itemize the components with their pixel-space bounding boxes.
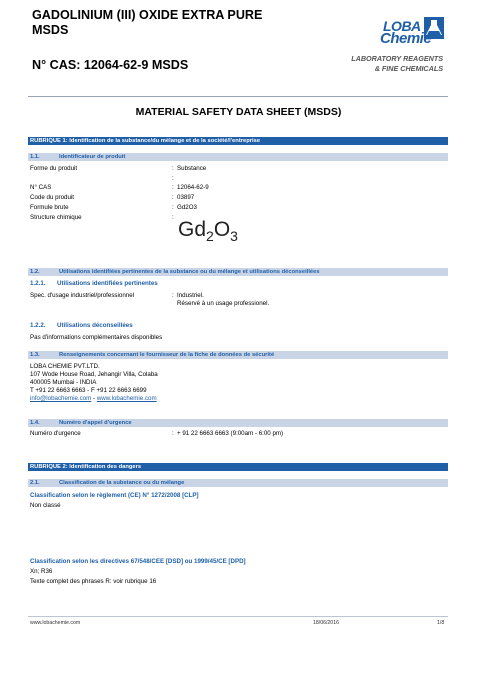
r-phrases-note: Texte complet des phrases R: voir rubrique 16 (30, 578, 157, 585)
logo-chemie: Chemie (380, 30, 432, 47)
supplier-line: 107 Wode House Road, Jehangir Villa, Colaba (30, 371, 158, 378)
dpd-heading: Classification selon les directives 67/548/CEE [DSD] ou 1999/45/CE [DPD] (30, 558, 246, 565)
colon: : (172, 194, 174, 201)
cas-heading: N° CAS: 12064-62-9 MSDS (32, 58, 189, 72)
subsection-title: Renseignements concernant le fournisseur de la fiche de données de sécurité (59, 352, 275, 358)
footer-divider (28, 616, 448, 617)
logo-tagline-2: & FINE CHEMICALS (374, 64, 443, 73)
section-2-bar: RUBRIQUE 2: Identification des dangers (28, 463, 448, 471)
colon: : (172, 175, 174, 182)
supplier-line: 400005 Mumbai - INDIA (30, 379, 97, 386)
formula-sub-2: 2 (206, 228, 214, 245)
clp-heading: Classification selon le règlement (CE) N° 1272/2008 [CLP] (30, 492, 199, 499)
footer-date: 18/06/2016 (313, 620, 339, 626)
subsection-1-4-bar (28, 419, 448, 427)
chemical-structure (178, 218, 238, 244)
msds-title: MATERIAL SAFETY DATA SHEET (MSDS) (135, 106, 342, 118)
subsection-1-3-bar (28, 351, 448, 359)
row-label: N° CAS (30, 184, 52, 191)
colon: : (172, 214, 174, 221)
subsection-1-2-bar (28, 268, 448, 276)
subsection-number: 1.1. (30, 154, 40, 160)
footer-website: www.lobachemie.com (30, 620, 81, 626)
subsection-title: Identificateur de produit (59, 154, 126, 160)
formula-sub-3: 3 (230, 228, 238, 245)
subsection-1-2-2-heading (30, 322, 133, 330)
supplier-line: LOBA CHEMIE PVT.LTD. (30, 363, 100, 370)
subsection-2-1-bar (28, 479, 448, 487)
row-value: Réservé à un usage professionel. (177, 300, 270, 307)
formula-o: O (213, 218, 231, 241)
subsection-1-2-1-heading (30, 280, 158, 288)
colon: : (172, 204, 174, 211)
row-label: Structure chimique (30, 214, 82, 221)
section-1-bar: RUBRIQUE 1: Identification de la substance/du mélange et de la société/l'entreprise (28, 137, 448, 145)
row-value: Gd2O3 (177, 204, 197, 211)
website-link[interactable]: www.lobachemie.com (96, 395, 157, 402)
dpd-classification: Xn; R36 (30, 568, 53, 575)
row-value: Industriel. (177, 292, 204, 299)
subsection-number: 1.3. (30, 352, 40, 358)
row-label: Formule brute (30, 204, 69, 211)
row-value: Substance (177, 165, 207, 172)
subsection-number: 1.4. (30, 420, 40, 426)
subsection-number: 1.2.2. (30, 322, 46, 329)
row-label: Forme du produit (30, 165, 78, 172)
logo-tagline-1: LABORATORY REAGENTS (351, 54, 443, 63)
document-title: GADOLINIUM (III) OXIDE EXTRA PURE MSDS (32, 8, 263, 37)
colon: : (172, 165, 174, 172)
row-label: Numéro d'urgence (30, 430, 81, 437)
formula-gd: Gd (178, 218, 207, 241)
paragraph: Pas d'informations complémentaires disponibles (30, 334, 163, 341)
colon: : (172, 430, 174, 437)
email-link[interactable]: info@lobachemie.com (30, 395, 92, 402)
row-label: Code du produit (30, 194, 75, 201)
clp-classification: Non classé (30, 502, 61, 509)
row-value: 12064-62-9 (177, 184, 209, 191)
row-value: 03897 (177, 194, 195, 201)
supplier-contacts (30, 395, 157, 403)
supplier-line: T +91 22 6663 6663 - F +91 22 6663 6699 (30, 387, 147, 394)
logo-loba: LOBA (383, 18, 421, 34)
subsection-number: 2.1. (30, 480, 40, 486)
subsection-title: Classification de la substance ou du mélange (59, 480, 185, 486)
row-value: + 91 22 6663 6663 (9:00am - 6:00 pm) (177, 430, 284, 437)
subsection-title: Utilisations identifiées pertinentes (57, 280, 158, 287)
header-divider (28, 96, 448, 97)
subsection-number: 1.2.1. (30, 280, 46, 287)
footer-page: 1/8 (437, 620, 445, 626)
subsection-number: 1.2. (30, 269, 40, 275)
colon: : (172, 292, 174, 299)
subsection-title: Utilisations identifiées pertinentes de la substance ou du mélange et utilisations déconseillées (59, 269, 320, 275)
subsection-1-1-bar (28, 153, 448, 161)
row-label: Spec. d'usage industriel/professionnel (30, 292, 135, 299)
separator: - (91, 395, 97, 402)
subsection-title: Numéro d'appel d'urgence (59, 420, 132, 426)
subsection-title: Utilisations déconseillées (57, 322, 133, 329)
colon: : (172, 184, 174, 191)
